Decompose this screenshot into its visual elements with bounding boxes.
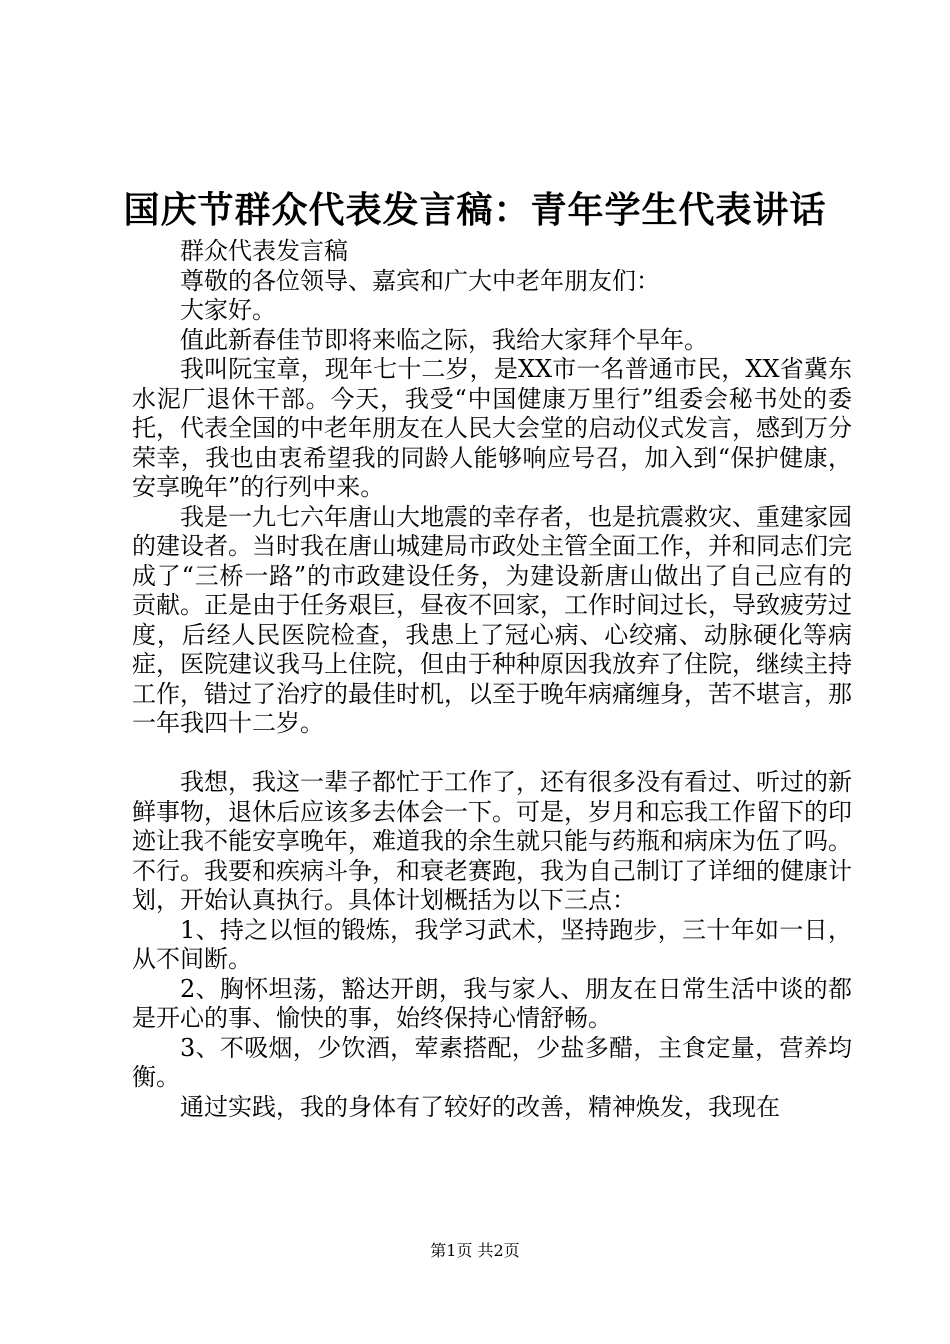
paragraph-heading: 群众代表发言稿	[180, 237, 348, 265]
paragraph-health-plan: 我想，我这一辈子都忙于工作了，还有很多没有看过、听过的新鲜事物，退休后应该多去体会一下。可是，岁月和忘我工作留下的印迹让我不能安享晚年，难道我的余生就只能与药瓶和病床为伍了吗。不行。我要和疾病斗争，和衰老赛跑，我为自己制订了详细的健康计划，开始认真执行。具体计划概括为以下三点：	[132, 768, 852, 914]
paragraph-earthquake: 我是一九七六年唐山大地震的幸存者，也是抗震救灾、重建家园的建设者。当时我在唐山城建局市政处主管全面工作，并和同志们完成了“三桥一路”的市政建设任务，为建设新唐山做出了自己应有的贡献。正是由于任务艰巨，昼夜不回家，工作时间过长，导致疲劳过度，后经人民医院检查，我患上了冠心病、心绞痛、动脉硬化等病症，医院建议我马上住院，但由于种种原因我放弃了住院，继续主持工作，错过了治疗的最佳时机，以至于晚年病痛缠身，苦不堪言，那一年我四十二岁。	[132, 502, 852, 737]
paragraph-greeting: 大家好。	[180, 296, 276, 324]
paragraph-result: 通过实践，我的身体有了较好的改善，精神焕发，我现在	[180, 1092, 780, 1121]
paragraph-plan-item-1: 1、持之以恒的锻炼，我学习武术，坚持跑步，三十年如一日，从不间断。	[132, 915, 852, 973]
document-body	[132, 237, 852, 1122]
paragraph-new-year-wish: 值此新春佳节即将来临之际，我给大家拜个早年。	[180, 325, 708, 354]
paragraph-salutation: 尊敬的各位领导、嘉宾和广大中老年朋友们：	[180, 266, 660, 295]
document-title: 国庆节群众代表发言稿：青年学生代表讲话	[123, 189, 827, 231]
paragraph-plan-item-2: 2、胸怀坦荡，豁达开朗，我与家人、朋友在日常生活中谈的都是开心的事、愉快的事，始终保持心情舒畅。	[132, 974, 852, 1032]
paragraph-self-intro: 我叫阮宝章，现年七十二岁，是XX市一名普通市民，XX省冀东水泥厂退休干部。今天，我受“中国健康万里行”组委会秘书处的委托，代表全国的中老年朋友在人民大会堂的启动仪式发言，感到万分荣幸，我也由衷希望我的同龄人能够响应号召，加入到“保护健康，安享晚年”的行列中来。	[132, 355, 852, 501]
paragraph-plan-item-3: 3、不吸烟，少饮酒，荤素搭配，少盐多醋，主食定量，营养均衡。	[132, 1033, 852, 1091]
page-number: 第1页 共2页	[430, 1241, 520, 1260]
